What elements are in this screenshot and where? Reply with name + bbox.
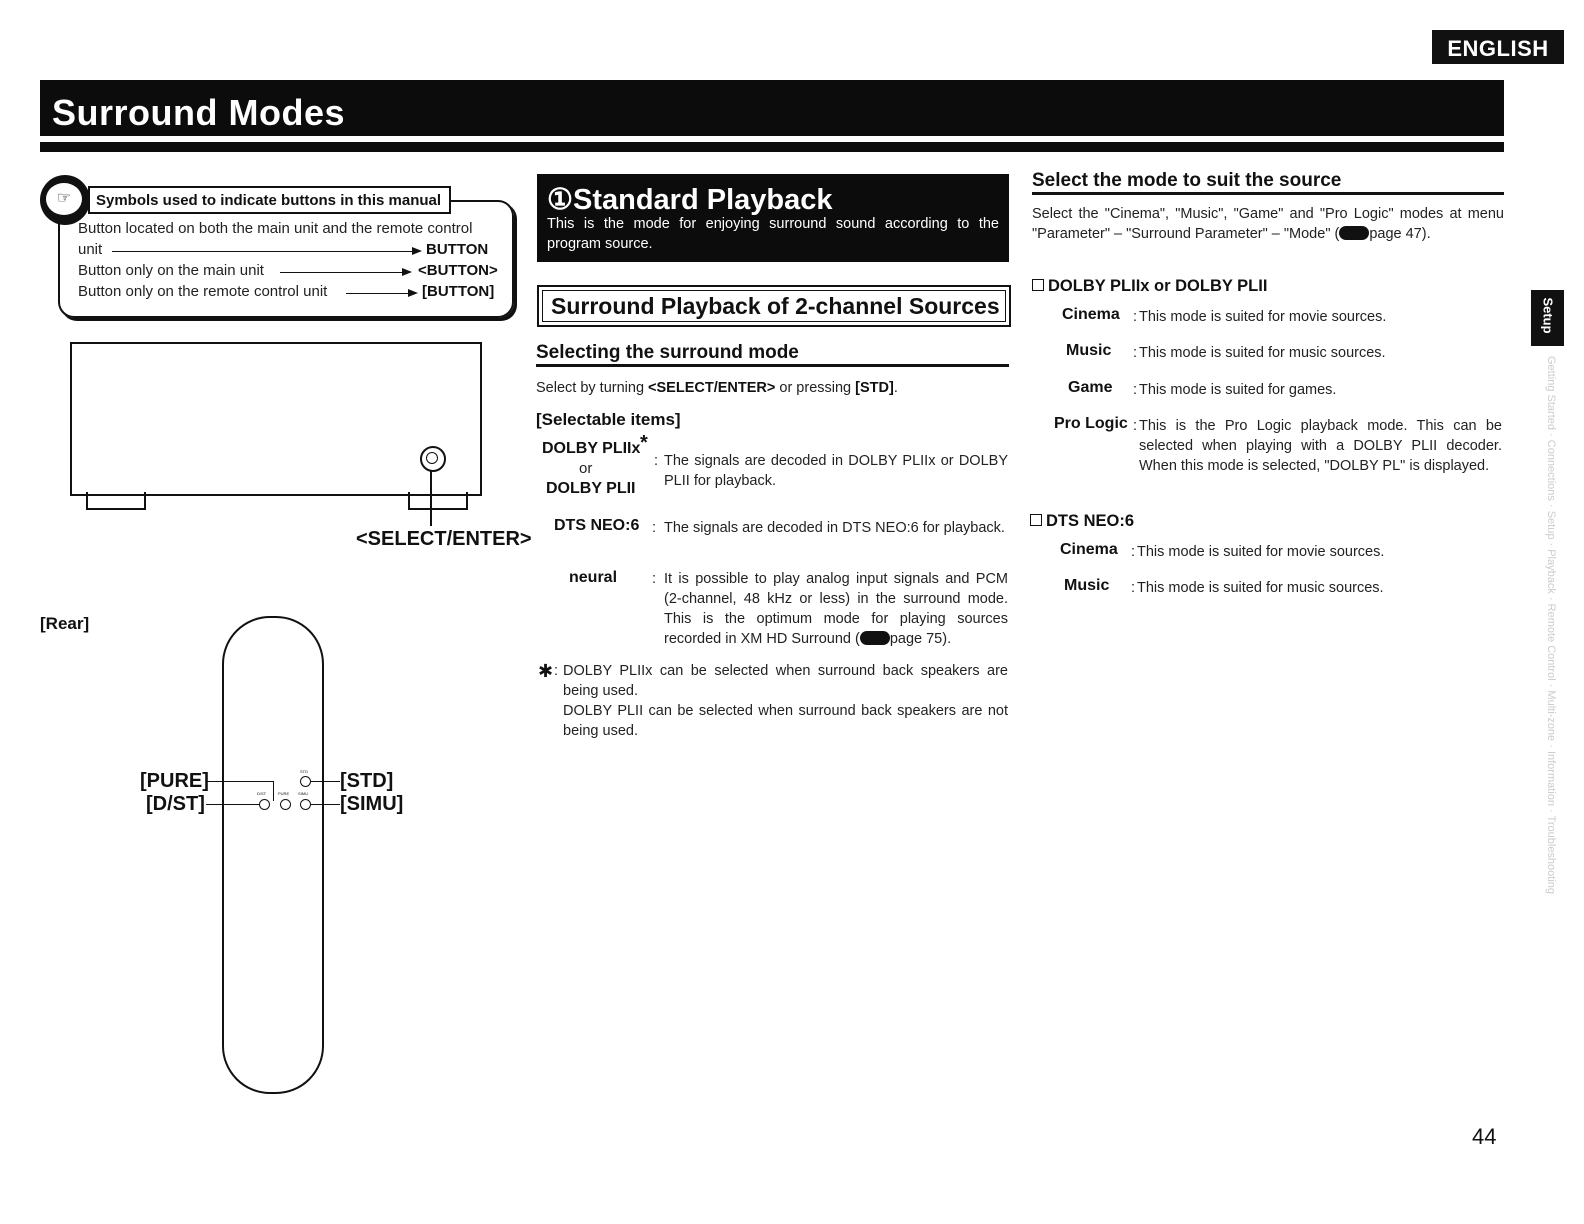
remote-control-drawing (222, 616, 324, 1094)
neural-desc: It is possible to play analog input signals and PCM (2-channel, 48 kHz or less) in the surround mode. This is the optimum mode for playing sources recorded in XM HD Surround ( page 75). (664, 571, 1008, 647)
dts-cinema-desc: This mode is suited for movie sources. (1137, 544, 1385, 560)
select-enter-knob[interactable] (420, 446, 446, 472)
symbol-button: BUTTON (426, 241, 489, 258)
section-number: ① (547, 184, 573, 216)
dts-music-desc: This mode is suited for music sources. (1137, 580, 1384, 596)
std-label: [STD] (340, 770, 394, 792)
pure-label: [PURE] (140, 770, 209, 792)
pointing-hand-icon: ☞ (40, 175, 90, 225)
dts-desc: The signals are decoded in DTS NEO:6 for playback. (664, 520, 1005, 536)
knob-leader-line (430, 470, 432, 526)
two-channel-heading-box (537, 285, 1011, 327)
dst-button[interactable] (259, 799, 270, 810)
page-number: 44 (1472, 1124, 1497, 1149)
selecting-heading: Selecting the surround mode (536, 342, 799, 363)
std-leader (310, 781, 340, 782)
symbol-row-text: Button only on the remote control unit (78, 283, 328, 300)
side-index (1536, 356, 1566, 895)
pro-logic-desc: This is the Pro Logic playback mode. This can be selected when playing with a DOLBY PLII decoder. When this mode is selected, "DOLBY PL" is displayed. (1139, 418, 1502, 474)
note-star: ✱ (538, 661, 554, 681)
game-term: Game (1068, 379, 1113, 396)
dts-neo6-term: DTS NEO:6 (554, 517, 640, 534)
music-term: Music (1066, 342, 1112, 359)
main-unit-drawing (70, 342, 482, 496)
simu-label: [SIMU] (340, 793, 404, 815)
symbols-heading: Symbols used to indicate buttons in this manual (88, 186, 451, 214)
dolby-plii-term: DOLBY PLII (546, 480, 636, 497)
cinema-desc: This mode is suited for movie sources. (1139, 309, 1387, 325)
remote-dst-tiny: D/ST (257, 791, 267, 796)
symbol-row-text: unit (78, 241, 103, 258)
title-rule (40, 142, 1504, 152)
remote-pure-tiny: PURE (278, 791, 290, 796)
side-tab-setup[interactable] (1531, 290, 1564, 346)
symbol-main-button: <BUTTON> (418, 262, 498, 279)
remote-simu-tiny: SIMU (298, 791, 308, 796)
select-enter-ref: <SELECT/ENTER> (648, 380, 776, 396)
or-text: or (579, 460, 593, 477)
side-tab-label: Setup (1540, 297, 1556, 334)
selectable-items-heading: [Selectable items] (536, 410, 681, 429)
dolby-desc: The signals are decoded in DOLBY PLIIx or DOLBY PLII for playback. (664, 453, 1008, 489)
standard-playback-description: This is the mode for enjoying surround sound according to the program source. (547, 216, 999, 252)
dolby-mode-heading: DOLBY PLIIx or DOLBY PLII (1032, 277, 1267, 296)
checkbox-bullet-icon (1032, 279, 1044, 291)
page-title: Surround Modes (52, 92, 345, 133)
pure-button[interactable] (280, 799, 291, 810)
pro-logic-term: Pro Logic (1054, 415, 1128, 432)
page-ref-icon (1339, 226, 1369, 240)
unit-foot-left (86, 492, 146, 510)
neural-term: neural (569, 569, 618, 586)
dolby-pliix-term: DOLBY PLIIx (542, 440, 641, 457)
select-mode-heading: Select the mode to suit the source (1032, 170, 1342, 191)
side-index-text: Getting Started · Connections · Setup · Playback · Remote Control · Multi-zone · Information · Troubleshooting (1545, 356, 1557, 895)
checkbox-bullet-icon (1030, 514, 1042, 526)
unit-foot-right (408, 492, 468, 510)
page-ref-75[interactable]: page 75 (889, 631, 943, 647)
symbol-row-text: Button only on the main unit (78, 262, 264, 279)
dst-leader (206, 804, 260, 805)
note-text-2: DOLBY PLII can be selected when surround back speakers are not being used. (563, 703, 1008, 739)
rear-label: [Rear] (40, 614, 90, 633)
standard-playback-bar (537, 174, 1009, 262)
simu-leader (310, 804, 340, 805)
page-ref-icon (860, 631, 890, 645)
symbol-row-both (78, 220, 490, 237)
cinema-term: Cinema (1062, 306, 1120, 323)
game-desc: This mode is suited for games. (1139, 382, 1337, 398)
symbol-remote-button: [BUTTON] (422, 283, 495, 300)
pure-leader (206, 781, 274, 782)
standard-playback-heading: Standard Playback (573, 184, 833, 216)
page-ref-47[interactable]: page 47 (1369, 226, 1422, 242)
std-button[interactable] (300, 776, 311, 787)
remote-std-tiny: STD (300, 769, 308, 774)
asterisk-mark: * (640, 432, 648, 454)
note-text-1: DOLBY PLIIx can be selected when surround back speakers are being used. (563, 663, 1008, 699)
two-channel-heading: Surround Playback of 2-channel Sources (551, 293, 1000, 319)
page-title-bar (40, 80, 1504, 136)
symbol-row-both-line2 (78, 241, 490, 261)
pure-leader-down (273, 781, 274, 801)
dst-label: [D/ST] (146, 793, 205, 815)
language-tab: ENGLISH (1432, 30, 1564, 64)
dts-mode-heading: DTS NEO:6 (1030, 512, 1134, 531)
select-mode-intro: Select the "Cinema", "Music", "Game" and "Pro Logic" modes at menu "Parameter" – "Surround Parameter" – "Mode" ( page 47). (1032, 206, 1504, 242)
music-desc: This mode is suited for music sources. (1139, 345, 1386, 361)
symbol-row-main (78, 262, 498, 282)
symbol-row-text: Button located on both the main unit and the remote control (78, 220, 473, 237)
select-instruction: Select by turning <SELECT/ENTER> or pressing [STD]. (536, 380, 898, 396)
dts-cinema-term: Cinema (1060, 541, 1118, 558)
simu-button[interactable] (300, 799, 311, 810)
selecting-underline (536, 364, 1009, 367)
select-enter-label: <SELECT/ENTER> (356, 528, 532, 550)
std-ref: [STD] (855, 380, 894, 396)
dts-music-term: Music (1064, 577, 1110, 594)
symbol-row-remote (78, 283, 495, 303)
select-mode-underline (1032, 192, 1504, 195)
